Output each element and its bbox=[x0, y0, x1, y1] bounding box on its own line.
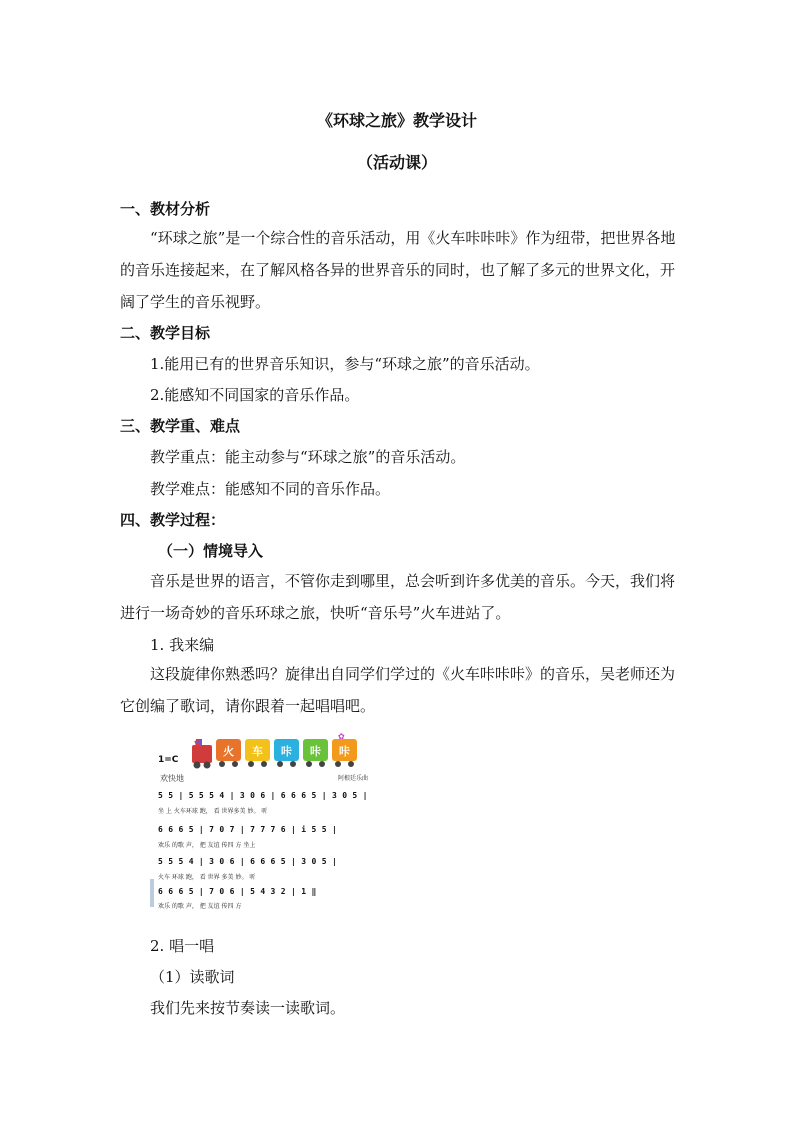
key-point: 教学重点：能主动参与“环球之旅”的音乐活动。 bbox=[150, 448, 466, 466]
train-wheel bbox=[248, 761, 254, 767]
score-tempo: 欢快地 bbox=[160, 774, 184, 783]
sub-heading-intro: （一）情境导入 bbox=[158, 542, 264, 560]
score-lyrics-row: 欢乐 的歌 声， 把 友谊 传四 方 坐上 bbox=[158, 842, 256, 849]
flower-icon: ✿ bbox=[194, 738, 201, 747]
step-2a-label: （1）读歌词 bbox=[150, 968, 235, 986]
objective-2: 2.能感知不同国家的音乐作品。 bbox=[150, 386, 360, 404]
document-title: 《环球之旅》教学设计 bbox=[316, 111, 477, 130]
step-1-paragraph: 这段旋律你熟悉吗？旋律出自同学们学过的《火车咔咔咔》的音乐，吴老师还为它创编了歌词，请你跟着一起唱唱吧。 bbox=[120, 665, 676, 715]
train-wheel bbox=[319, 761, 325, 767]
section1-heading: 一、教材分析 bbox=[120, 200, 211, 218]
score-notes-row: 5 5 5 4 | 3 0 6 | 6 6 6 5 | 3 0 5 | bbox=[158, 857, 338, 866]
difficult-point: 教学难点：能感知不同的音乐作品。 bbox=[150, 480, 391, 498]
section2-heading: 二、教学目标 bbox=[120, 324, 211, 342]
section3-heading: 三、教学重、难点 bbox=[120, 417, 241, 435]
score-composer: 阿根廷乐曲 bbox=[337, 775, 368, 782]
score-lyrics-row: 火车 环球 跑， 看 世界 多美 妙。 听 bbox=[158, 874, 256, 881]
train-wheel bbox=[204, 762, 211, 769]
section1-paragraph: “环球之旅”是一个综合性的音乐活动，用《火车咔咔咔》作为纽带，把世界各地的音乐连接起来，在了解风格各异的世界音乐的同时，也了解了多元的世界文化，开阔了学生的音乐视野。 bbox=[120, 229, 676, 311]
train-car-label: 车 bbox=[252, 745, 263, 758]
score-notes-row: 6 6 6 5 | 7 0 6 | 5 4 3 2 | 1 ‖ bbox=[158, 887, 317, 896]
step-1-label: 1. 我来编 bbox=[150, 636, 215, 654]
train-wheel bbox=[306, 761, 312, 767]
intro-paragraph: 音乐是世界的语言，不管你走到哪里，总会听到许多优美的音乐。今天，我们将进行一场奇妙的音乐环球之旅，快听“音乐号”火车进站了。 bbox=[120, 572, 676, 622]
train-car-label: 咔 bbox=[281, 745, 292, 758]
train-wheel bbox=[348, 761, 354, 767]
score-figure bbox=[150, 731, 372, 911]
document-subtitle: （活动课） bbox=[356, 153, 437, 172]
train-car-label: 咔 bbox=[310, 745, 321, 758]
objective-1: 1.能用已有的世界音乐知识，参与“环球之旅”的音乐活动。 bbox=[150, 355, 540, 373]
train-wheel bbox=[277, 761, 283, 767]
section4-heading: 四、教学过程： bbox=[120, 511, 226, 529]
train-wheel bbox=[290, 761, 296, 767]
train-wheel bbox=[261, 761, 267, 767]
train-car-label: 火 bbox=[223, 745, 234, 758]
step-2a-paragraph: 我们先来按节奏读一读歌词。 bbox=[150, 999, 346, 1017]
score-notes-row: 6 6 6 5 | 7 0 7 | 7 7 7 6 | i 5 5 | bbox=[158, 825, 338, 834]
train-wheel bbox=[219, 761, 225, 767]
score-notes-row: 5 5 | 5 5 5 4 | 3 0 6 | 6 6 6 5 | 3 0 5 | bbox=[158, 791, 368, 800]
step-2-label: 2. 唱一唱 bbox=[150, 937, 215, 955]
train-wheel bbox=[335, 761, 341, 767]
train-wheel bbox=[232, 761, 238, 767]
score-key: 1=C bbox=[158, 755, 179, 765]
flower-icon: ✿ bbox=[338, 732, 345, 741]
score-lyrics-row: 欢乐 的歌 声， 把 友谊 传四 方 bbox=[158, 903, 242, 910]
train-car-label: 咔 bbox=[339, 745, 350, 758]
train-illustration bbox=[188, 731, 364, 771]
score-lyrics-row: 坐 上 火车环球 跑， 看 世界多美 妙。 听 bbox=[158, 808, 268, 815]
train-wheel bbox=[194, 762, 201, 769]
train-engine bbox=[192, 745, 212, 763]
score-edge-decoration bbox=[150, 879, 154, 907]
